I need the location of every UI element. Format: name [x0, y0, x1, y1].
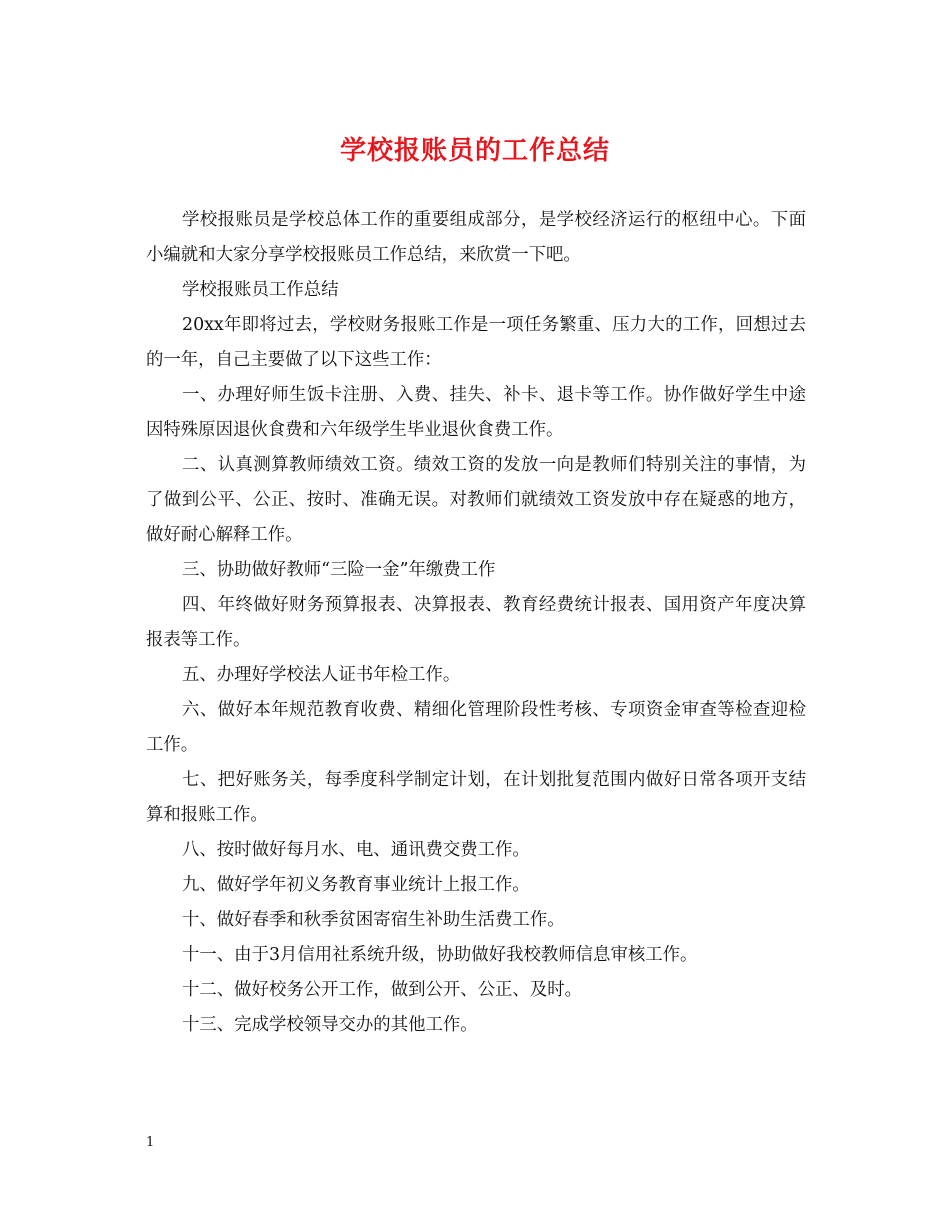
list-item-13: 十三、完成学校领导交办的其他工作。	[182, 1015, 478, 1035]
section-heading: 学校报账员工作总结	[182, 280, 339, 300]
list-item-10: 十、做好春季和秋季贫困寄宿生补助生活费工作。	[182, 910, 565, 930]
list-item-4: 四、年终做好财务预算报表、决算报表、教育经费统计报表、国用资产年度决算报表等工作。	[146, 595, 806, 650]
list-item-8: 八、按时做好每月水、电、通讯费交费工作。	[182, 840, 530, 860]
list-item-7: 七、把好账务关，每季度科学制定计划，在计划批复范围内做好日常各项开支结算和报账工作。	[146, 770, 806, 825]
intro-paragraph: 学校报账员是学校总体工作的重要组成部分，是学校经济运行的枢纽中心。下面小编就和大家分享学校报账员工作总结，来欣赏一下吧。	[146, 210, 806, 265]
list-item-11: 十一、由于3月信用社系统升级，协助做好我校教师信息审核工作。	[182, 945, 698, 965]
document-title: 学校报账员的工作总结	[339, 136, 610, 166]
summary-opening-paragraph: 20xx年即将过去，学校财务报账工作是一项任务繁重、压力大的工作，回想过去的一年，自己主要做了以下这些工作：	[146, 315, 806, 370]
list-item-12: 十二、做好校务公开工作，做到公开、公正、及时。	[182, 980, 582, 1000]
list-item-3: 三、协助做好教师“三险一金”年缴费工作	[182, 560, 496, 580]
page-number: 1	[146, 1135, 155, 1150]
document-body	[146, 203, 806, 1043]
list-item-5: 五、办理好学校法人证书年检工作。	[182, 665, 461, 685]
list-item-9: 九、做好学年初义务教育事业统计上报工作。	[182, 875, 530, 895]
list-item-6: 六、做好本年规范教育收费、精细化管理阶段性考核、专项资金审查等检查迎检工作。	[146, 700, 806, 755]
list-item-2: 二、认真测算教师绩效工资。绩效工资的发放一向是教师们特别关注的事情，为了做到公平、公正、按时、准确无误。对教师们就绩效工资发放中存在疑惑的地方，做好耐心解释工作。	[146, 455, 806, 545]
list-item-1: 一、办理好师生饭卡注册、入费、挂失、补卡、退卡等工作。协作做好学生中途因特殊原因退伙食费和六年级学生毕业退伙食费工作。	[146, 385, 806, 440]
